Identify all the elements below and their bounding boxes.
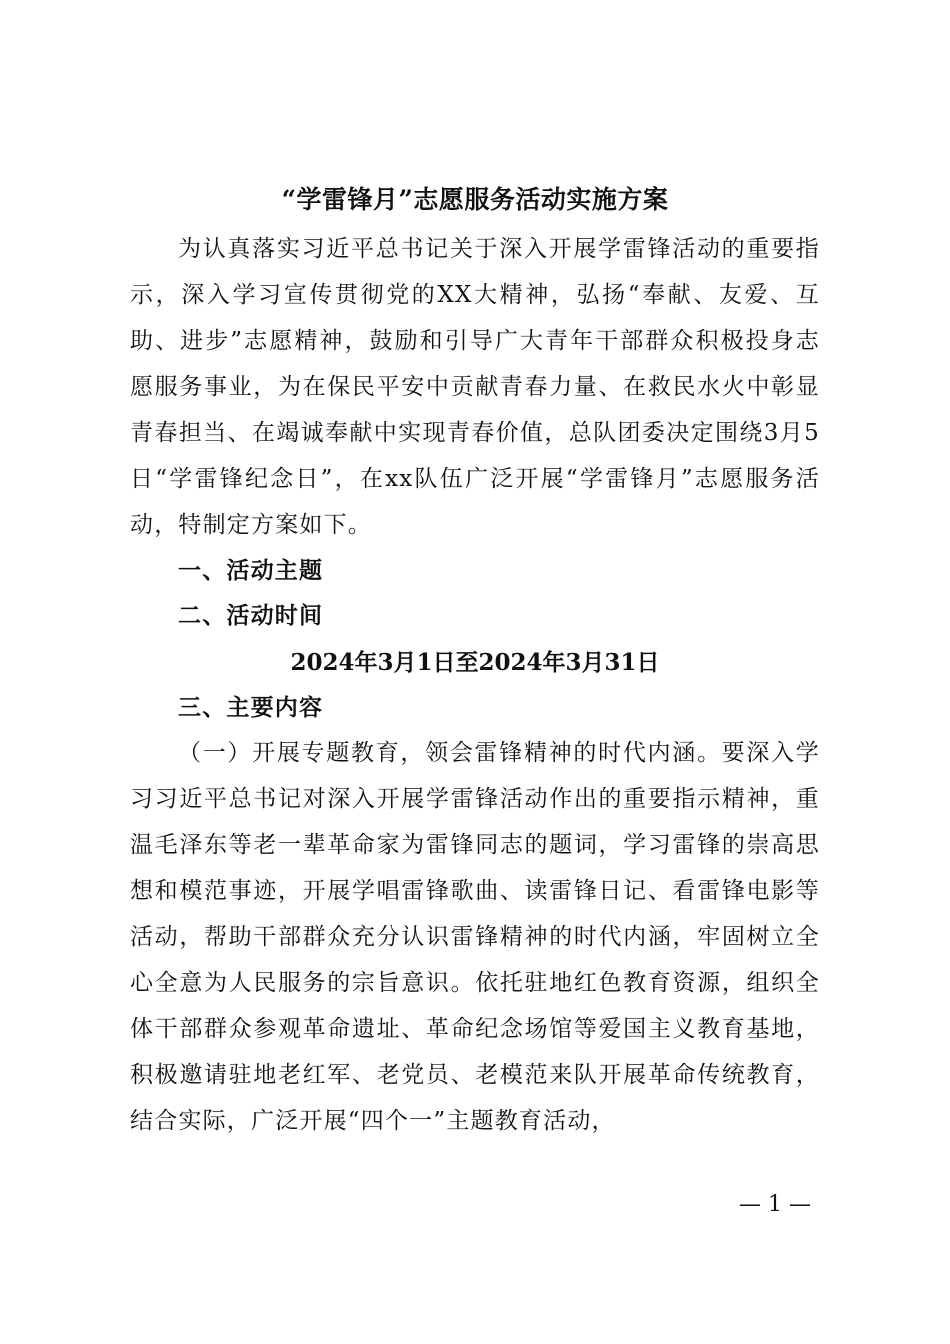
section-heading-content: 三、主要内容 [178, 694, 324, 721]
section-heading-time: 二、活动时间 [178, 602, 324, 629]
intro-paragraph: 为认真落实习近平总书记关于深入开展学雷锋活动的重要指示，深入学习宣传贯彻党的XX大精神，弘扬“奉献、友爱、互助、进步”志愿精神，鼓励和引导广大青年干部群众积极投身志愿服务事业，为在保民平安中贡献青春力量、在救民水火中彰显青春担当、在竭诚奉献中实现青春价值，总队团委决定围绕3月5日“学雷锋纪念日”，在xx队伍广泛开展“学雷锋月”志愿服务活动，特制定方案如下。 [130, 236, 820, 538]
page-number: — 1 — [739, 1192, 811, 1217]
section-heading-theme: 一、活动主题 [178, 557, 324, 584]
activity-period: 2024年3月1日至2024年3月31日 [290, 649, 660, 676]
subsection-paragraph-education: （一）开展专题教育，领会雷锋精神的时代内涵。要深入学习习近平总书记对深入开展学雷锋活动作出的重要指示精神，重温毛泽东等老一辈革命家为雷锋同志的题词，学习雷锋的崇高思想和模范事迹，开展学唱雷锋歌曲、读雷锋日记、看雷锋电影等活动，帮助干部群众充分认识雷锋精神的时代内涵，牢固树立全心全意为人民服务的宗旨意识。依托驻地红色教育资源，组织全体干部群众参观革命遗址、革命纪念场馆等爱国主义教育基地，积极邀请驻地老红军、老党员、老模范来队开展革命传统教育，结合实际，广泛开展“四个一”主题教育活动， [130, 740, 820, 1134]
document-title: “学雷锋月”志愿服务活动实施方案 [281, 185, 669, 214]
